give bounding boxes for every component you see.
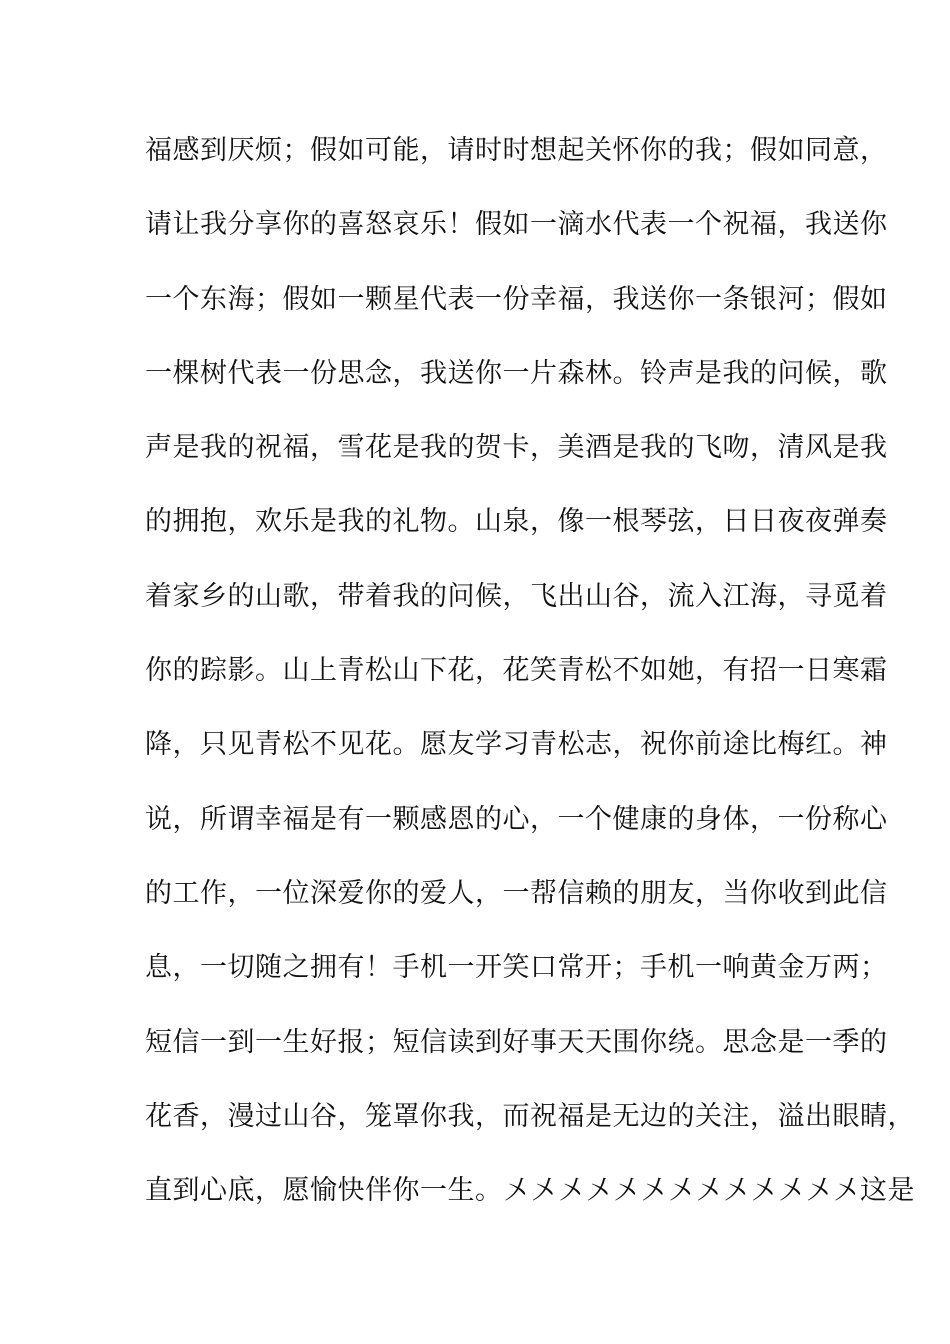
text-line: 一个东海；假如一颗星代表一份幸福，我送你一条银河；假如	[145, 283, 888, 315]
text-line: 说，所谓幸福是有一颗感恩的心，一个健康的身体，一份称心	[145, 803, 888, 835]
text-line: 花香，漫过山谷，笼罩你我，而祝福是无边的关注，溢出眼睛，	[145, 1100, 915, 1132]
text-line: 的拥抱，欢乐是我的礼物。山泉，像一根琴弦，日日夜夜弹奏	[145, 506, 888, 538]
text-line: 息，一切随之拥有！手机一开笑口常开；手机一响黄金万两；	[145, 952, 888, 984]
text-line: 你的踪影。山上青松山下花，花笑青松不如她，有招一日寒霜	[145, 655, 888, 687]
body-text	[145, 127, 915, 1241]
text-line: 福感到厌烦；假如可能，请时时想起关怀你的我；假如同意，	[145, 135, 888, 166]
text-line: 声是我的祝福，雪花是我的贺卡，美酒是我的飞吻，清风是我	[145, 432, 888, 464]
text-line: 的工作，一位深爱你的爱人，一帮信赖的朋友，当你收到此信	[145, 877, 888, 909]
text-line: 一棵树代表一份思念，我送你一片森林。铃声是我的问候，歌	[145, 357, 888, 389]
text-line: 短信一到一生好报；短信读到好事天天围你绕。思念是一季的	[145, 1026, 888, 1058]
text-line: 降，只见青松不见花。愿友学习青松志，祝你前途比梅红。神	[145, 729, 888, 761]
text-line: 请让我分享你的喜怒哀乐！假如一滴水代表一个祝福，我送你	[145, 209, 888, 241]
text-line: 着家乡的山歌，带着我的问候，飞出山谷，流入江海，寻觅着	[145, 580, 888, 612]
text-line: 直到心底，愿愉快伴你一生。〤〤〤〤〤〤〤〤〤〤〤〤〤这是	[145, 1175, 915, 1207]
